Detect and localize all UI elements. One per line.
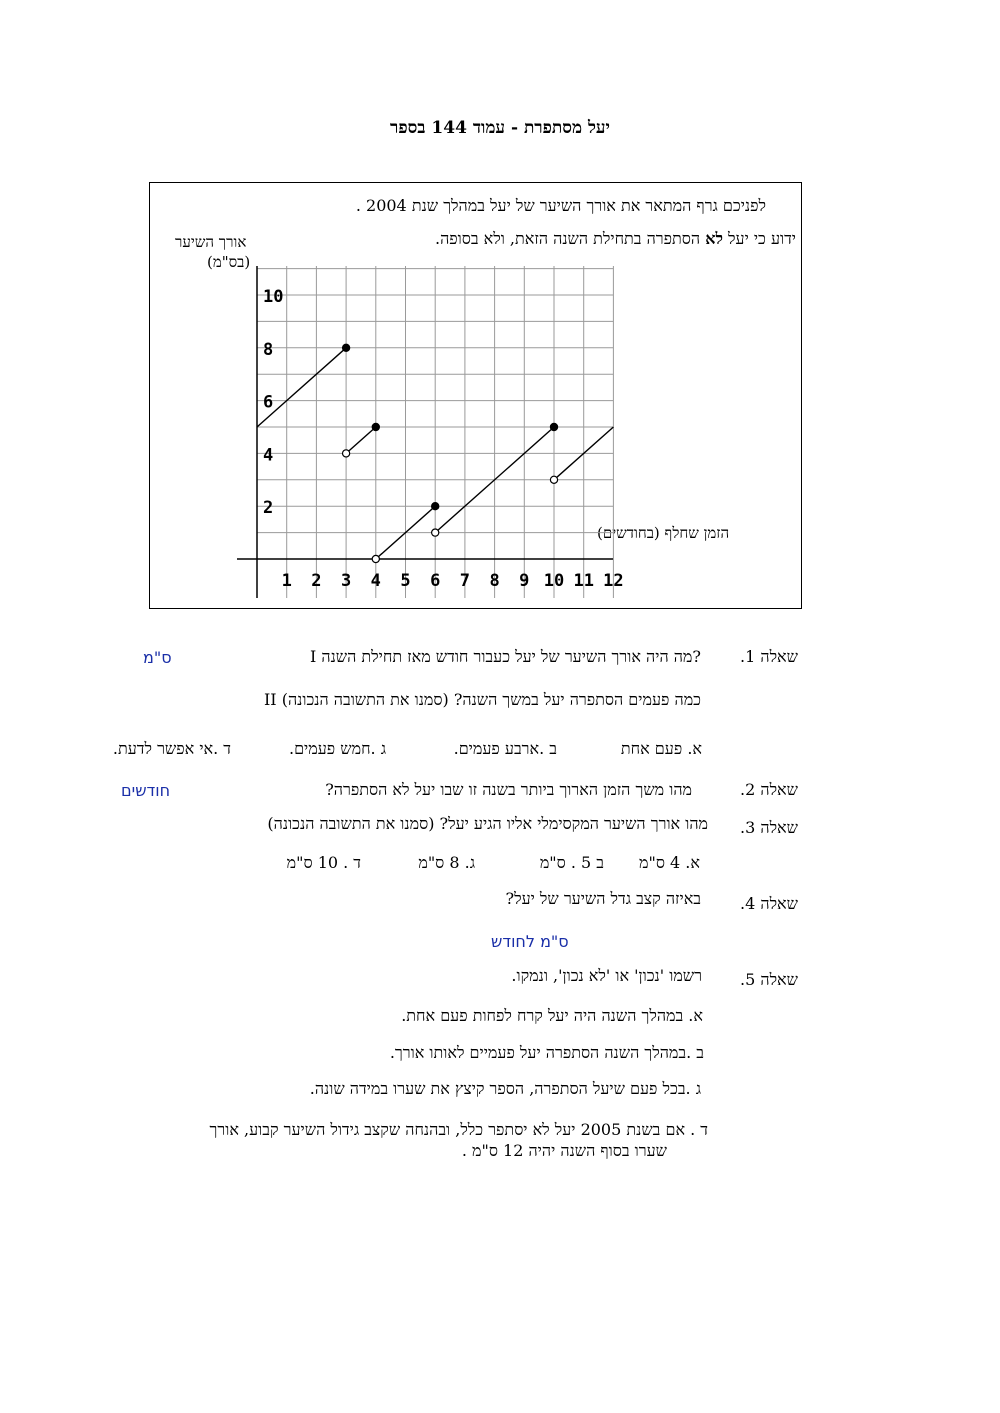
q1-option-c[interactable]: ג .חמש פעמים.: [288, 739, 386, 758]
q3-option-d[interactable]: ד . 10 ס"מ: [286, 853, 361, 872]
x-tick-label: 8: [489, 571, 500, 591]
y-axis-unit: (בס"מ): [207, 253, 251, 271]
open-point: [372, 555, 379, 562]
q3-option-c[interactable]: ג. 8 ס"מ: [418, 853, 475, 872]
x-tick-label: 12: [603, 571, 624, 591]
q5-item-b: ב .במהלך השנה הסתפרה יעל פעמיים לאותו אורך.: [389, 1043, 704, 1062]
q5-item-c: ג .בכל פעם שיעל הסתפרה, הספר קיצץ את שערו במידה שונה.: [309, 1079, 701, 1098]
page-title: יעל מסתפרת - עמוד 144 בספר: [390, 118, 610, 138]
q2-answer-unit[interactable]: חודשים: [121, 781, 171, 800]
q4-text: באיזה קצב גדל השיער של יעל?: [505, 889, 701, 908]
x-tick-label: 1: [281, 571, 292, 591]
open-point: [432, 529, 439, 536]
q5-item-d-line2: שערו בסוף השנה יהיה 12 ס"מ .: [461, 1141, 667, 1160]
y-tick-label: 2: [263, 498, 274, 519]
q1-option-b[interactable]: ב .ארבע פעמים.: [453, 739, 557, 758]
q3-text: מהו אורך השיער המקסימלי אליו הגיע יעל? (סמנו את התשובה הנכונה): [267, 814, 708, 833]
q2-number: שאלה 2.: [740, 780, 798, 799]
closed-point: [432, 503, 439, 510]
x-tick-label: 5: [400, 571, 411, 591]
y-tick-label: 4: [263, 445, 274, 466]
q1-option-d[interactable]: ד .אי אפשר לדעת.: [112, 739, 231, 758]
chart-grid: [257, 266, 613, 598]
x-tick-label: 7: [459, 571, 471, 591]
q3-option-a[interactable]: א. 4 ס"מ: [639, 853, 700, 872]
series-segment: [346, 427, 376, 453]
x-tick-label: 10: [543, 571, 565, 591]
chart-ticks: [263, 287, 624, 591]
intro-line-2: ידוע כי יעל לא הסתפרה בתחילת השנה הזאת, ולא בסופה.: [434, 229, 796, 248]
closed-point: [343, 344, 350, 351]
x-axis-label: הזמן שחלף (בחודשים): [597, 524, 730, 542]
q5-item-a: א. במהלך השנה היה יעל קרח לפחות פעם אחת.: [401, 1006, 703, 1025]
q2-text: מהו משך הזמן הארוך ביותר בשנה זו שבו יעל לא הסתפרה?: [325, 780, 692, 799]
q1-part1: I מה היה אורך השיער של יעל כעבור חודש מאז תחילת השנה?: [309, 647, 701, 666]
q5-item-d-line1: ד . אם בשנת 2005 יעל לא יסתפר כלל, ובהנחה שקצב גידול השיער קבוע, אורך: [209, 1120, 708, 1139]
chart-axes: [237, 266, 613, 598]
x-tick-label: 3: [340, 571, 352, 591]
q5-number: שאלה 5.: [740, 970, 798, 989]
q3-number: שאלה 3.: [740, 818, 798, 837]
y-axis-label: אורך השיער: [175, 233, 247, 251]
y-tick-label: 10: [263, 287, 284, 307]
x-tick-label: 11: [573, 571, 594, 591]
y-tick-label: 8: [263, 339, 274, 360]
y-tick-label: 6: [263, 392, 274, 413]
intro-emphasis: לא: [705, 229, 723, 248]
q1-number: שאלה 1.: [740, 647, 798, 666]
q1-part2: II כמה פעמים הסתפרה יעל במשך השנה? (סמנו את התשובה הנכונה): [263, 690, 701, 709]
q5-text: רשמו 'נכון' או 'לא נכון', ונמקו.: [511, 966, 702, 985]
q1-answer-unit[interactable]: ס"מ: [143, 648, 172, 667]
open-point: [550, 476, 557, 483]
x-tick-label: 6: [430, 571, 441, 591]
q4-answer-unit[interactable]: ס"מ לחודש: [491, 932, 569, 951]
q4-number: שאלה 4.: [740, 894, 798, 913]
open-point: [343, 450, 350, 457]
x-tick-label: 4: [370, 571, 381, 591]
closed-point: [550, 423, 557, 430]
q1-option-a[interactable]: א. פעם אחת: [620, 739, 702, 758]
closed-point: [372, 423, 379, 430]
x-tick-label: 9: [519, 571, 530, 591]
intro-line-1: לפניכם גרף המתאר את אורך השיער של יעל במהלך שנת 2004 .: [355, 196, 766, 215]
x-tick-label: 2: [311, 571, 322, 591]
q3-option-b[interactable]: ב 5 . ס"מ: [539, 853, 604, 872]
